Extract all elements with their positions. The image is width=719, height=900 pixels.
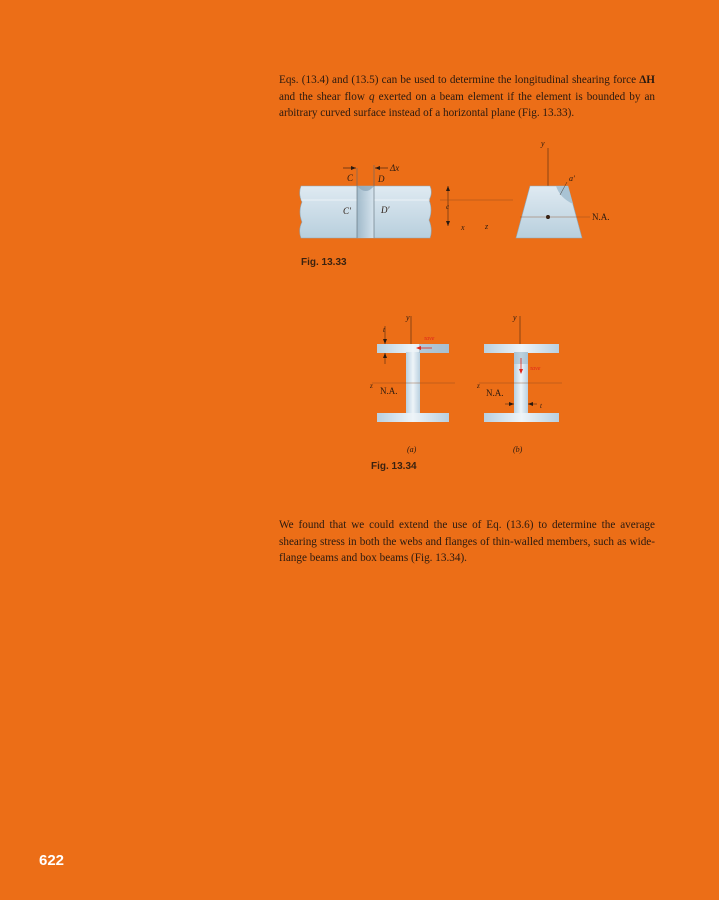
figure-caption: Fig. 13.34 [371, 461, 417, 472]
body-paragraph: We found that we could extend the use of Eq. (13.6) to determine the average shearing stress in both the webs and flanges of thin-walled members, such as wide-flange beams and box beams (Fig. 13.34). [279, 519, 655, 564]
point-c-label: C [347, 173, 354, 183]
x-axis-label: x [461, 223, 465, 232]
subfigure-label-a: (a) [407, 445, 417, 454]
a-prime-label: a′ [569, 174, 575, 183]
z-axis-label-b: z [477, 382, 480, 390]
y-axis-label-b: y [513, 313, 517, 322]
z-axis-label: z [485, 222, 489, 231]
c-dimension-label: c [446, 203, 450, 211]
neutral-axis-label-b: N.A. [486, 388, 504, 398]
neutral-axis-label: N.A. [592, 212, 610, 222]
paragraph-text: and the shear flow [279, 90, 369, 103]
shear-flow-symbol: q [368, 90, 375, 103]
z-axis-label-a: z [370, 382, 373, 390]
figure-caption: Fig. 13.33 [301, 257, 347, 268]
thickness-label-b: t [540, 402, 542, 410]
neutral-axis-label-a: N.A. [380, 386, 398, 396]
force-symbol: ΔH [639, 74, 655, 86]
point-d-label: D [378, 174, 385, 184]
y-axis-label: y [541, 139, 545, 148]
stress-label-b: τave [530, 366, 541, 372]
subfigure-label-b: (b) [513, 445, 523, 454]
thickness-label-a: t [383, 326, 385, 334]
page-number: 622 [39, 852, 65, 869]
paragraph-text: Eqs. (13.4) and (13.5) can be used to determine the longitudinal shearing force [279, 74, 637, 86]
y-axis-label-a: y [406, 313, 410, 322]
stress-label-a: τave [424, 336, 435, 342]
point-c-prime-label: C′ [343, 206, 351, 216]
point-d-prime-label: D′ [381, 205, 390, 215]
paragraph-text: exerted on a beam element if the element is bounded by an arbitrary curved surface instead of a horizontal plane (Fig. 13.33). [279, 90, 655, 119]
delta-x-label: Δx [390, 163, 400, 173]
